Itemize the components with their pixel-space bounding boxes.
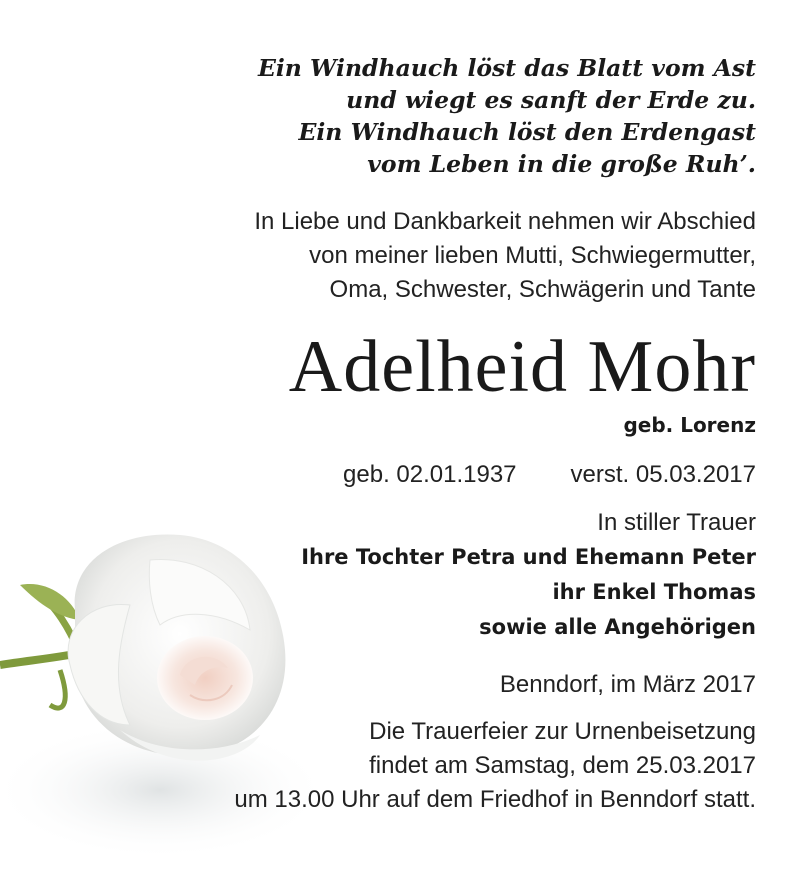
mourner-name: sowie alle Angehörigen [479,615,756,639]
place-date: Benndorf, im März 2017 [499,671,756,698]
poem-verse [258,52,756,180]
birth-date: geb. 02.01.1937 [343,461,517,488]
mourners-list [301,505,756,645]
deceased-name: Adelheid Mohr [288,326,756,408]
mourning-phrase: In stiller Trauer [597,509,756,536]
maiden-name: geb. Lorenz [623,413,756,437]
intro-text [254,205,756,307]
intro-line: In Liebe und Dankbarkeit nehmen wir Abschied [254,208,756,235]
mourner-name: Ihre Tochter Petra und Ehemann Peter [301,545,756,569]
intro-line: von meiner lieben Mutti, Schwiegermutter, [309,242,756,269]
poem-line: vom Leben in die große Ruh’. [367,150,756,178]
service-info [234,715,756,817]
life-dates [343,458,756,492]
intro-line: Oma, Schwester, Schwägerin und Tante [329,276,756,303]
death-date: verst. 05.03.2017 [570,461,756,488]
service-line: findet am Samstag, dem 25.03.2017 [369,752,756,779]
service-line: Die Trauerfeier zur Urnenbeisetzung [369,718,756,745]
service-line: um 13.00 Uhr auf dem Friedhof in Benndorf statt. [234,786,756,813]
poem-line: Ein Windhauch löst den Erdengast [298,118,756,146]
poem-line: Ein Windhauch löst das Blatt vom Ast [257,54,756,82]
mourner-name: ihr Enkel Thomas [552,580,756,604]
poem-line: und wiegt es sanft der Erde zu. [346,86,756,114]
